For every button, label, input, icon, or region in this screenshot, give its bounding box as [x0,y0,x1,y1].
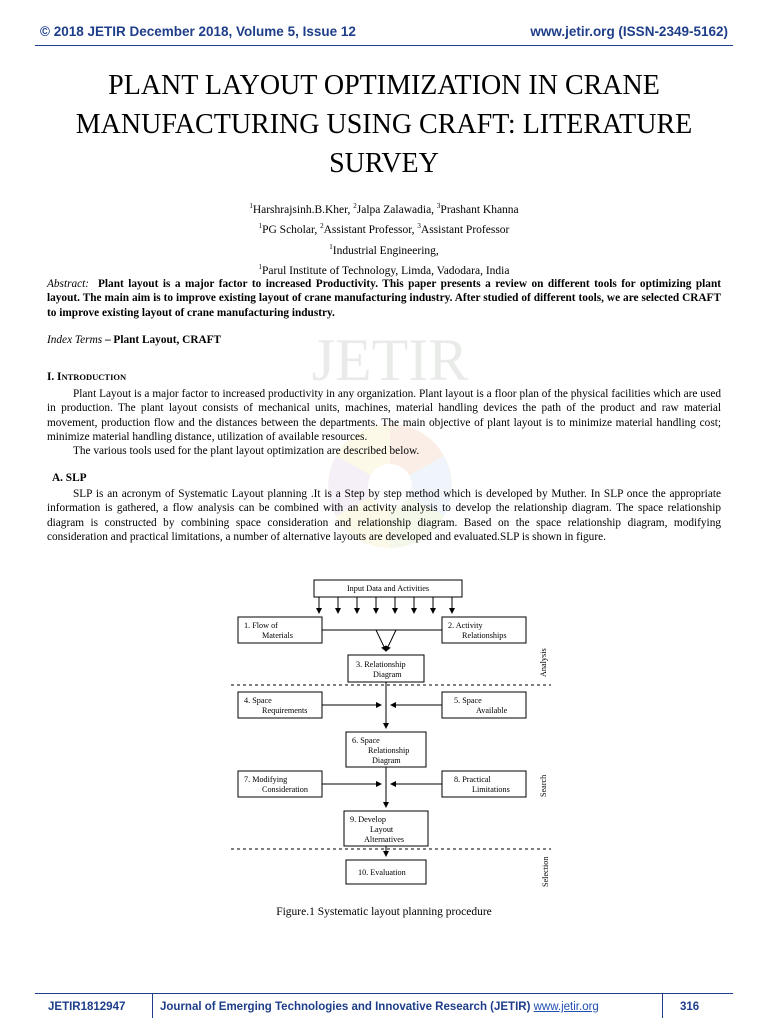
heading-first-letter: I [57,371,62,383]
sup-1: 1 [258,222,263,231]
box9-line2: Layout [370,825,394,834]
footer-journal [160,996,599,1018]
side-label-search: Search [539,774,548,797]
sup-2: 2 [353,202,357,210]
box5-line1: 5. Space [454,696,482,705]
box7-line2: Consideration [262,785,308,794]
footer-separator-1 [152,993,153,1018]
box3-line2: Diagram [373,670,402,679]
footer-separator-2 [662,993,663,1018]
role-1: PG Scholar, [262,224,321,237]
author-names [100,198,668,218]
header-rule [35,45,733,46]
box6-line2: Relationship [368,746,410,755]
box1-line1: 1. Flow of [244,621,278,630]
box6-line1: 6. Space [352,736,380,745]
box5-line2: Available [476,706,508,715]
sup-1: 1 [249,202,253,210]
role-3: Assistant Professor [420,224,510,237]
sup-1: 1 [329,242,333,251]
sup-3: 3 [417,222,421,231]
index-terms-text: – Plant Layout, CRAFT [104,334,222,346]
watermark-text: JETIR [311,327,469,393]
box8-line2: Limitations [472,785,510,794]
side-label-selection: Selection [541,856,550,887]
sup-3: 3 [436,202,441,210]
abstract-paragraph [47,277,721,320]
author-3: Prashant Khanna [440,203,519,216]
heading-number: I. [47,371,58,383]
introduction-para-1: Plant Layout is a major factor to increased productivity in any organization. Plant layout is a floor plan of the physical facilities which are used in production. The plant layout consists of mechanical units, machines, material handling devices the path of the product and raw material movement, production flow and the distances between the departments. The main objective of plant layout is to minimize material handling cost; minimize material handling distance, utilization of available resources. [47,388,721,443]
journal-header-left: © 2018 JETIR December 2018, Volume 5, Issue 12 [40,24,356,39]
author-1: Harshrajsinh.B.Kher, [252,203,354,216]
abstract-text: Plant layout is a major factor to increased Productivity. This paper presents a review on different tools for optimizing plant layout. The main aim is to improve existing layout of crane manufacturing industry. After studied of different tools, we are selected CRAFT to improve existing layout of crane manufacturing industry. [47,278,721,319]
slp-paragraph: SLP is an acronym of Systematic Layout planning .It is a Step by step method which is developed by Muther. In SLP once the appropriate information is gathered, a flow analysis can be combined with an activity analysis to develop the relationship diagram. The space relationship diagram is constructed by combining space consideration and relationship diagram. Based on the space relationship diagram, modifying consideration and practical limitations, a number of alternative layouts are developed and evaluated.SLP is shown in figure. [47,488,721,543]
box7-line1: 7. Modifying [244,775,288,784]
author-2: Jalpa Zalawadia, [356,203,437,216]
box9-line1: 9. Develop [350,815,386,824]
department: Industrial Engineering, [332,244,439,257]
box8-line1: 8. Practical [454,775,491,784]
role-2: Assistant Professor, [323,224,418,237]
introduction-heading [47,371,126,383]
heading-rest: NTRODUCTION [61,372,127,382]
box9-line3: Alternatives [364,835,405,844]
index-terms [47,333,721,347]
journal-header-right: www.jetir.org (ISSN-2349-5162) [530,24,728,39]
box4-line2: Requirements [262,706,308,715]
author-block [100,198,668,279]
footer-url-link[interactable]: www.jetir.org [533,1001,599,1013]
author-roles [100,218,668,238]
slp-flowchart [226,575,556,895]
box3-line1: 3. Relationship [356,660,406,669]
slp-heading: A. SLP [52,472,87,484]
figure-caption: Figure.1 Systematic layout planning procedure [276,906,492,918]
footer-paper-id: JETIR1812947 [48,1001,126,1013]
box1-line2: Materials [262,631,293,640]
index-terms-label: Index Terms [47,334,103,346]
box2-line2: Relationships [462,631,507,640]
paper-title: PLANT LAYOUT OPTIMIZATION IN CRANE MANUFACTURING USING CRAFT: LITERATURE SURVEY [75,70,693,179]
institute: Parul Institute of Technology, Limda, Vadodara, India [262,264,510,277]
sup-2: 2 [320,222,324,231]
sup-1: 1 [258,262,263,271]
input-label: Input Data and Activities [346,584,430,593]
footer-page-number: 316 [680,1001,700,1013]
box6-line3: Diagram [372,756,401,765]
introduction-para-2: The various tools used for the plant layout optimization are described below. [73,445,420,457]
footer-rule [35,993,733,994]
side-label-analysis: Analysis [539,648,548,677]
box10-label: 10. Evaluation [358,868,406,877]
box2-line1: 2. Activity [448,621,483,630]
author-department [100,239,668,259]
footer-journal-name: Journal of Emerging Technologies and Innovative Research (JETIR) [160,1001,534,1013]
box4-line1: 4. Space [244,696,272,705]
abstract-label: Abstract: [47,278,90,290]
